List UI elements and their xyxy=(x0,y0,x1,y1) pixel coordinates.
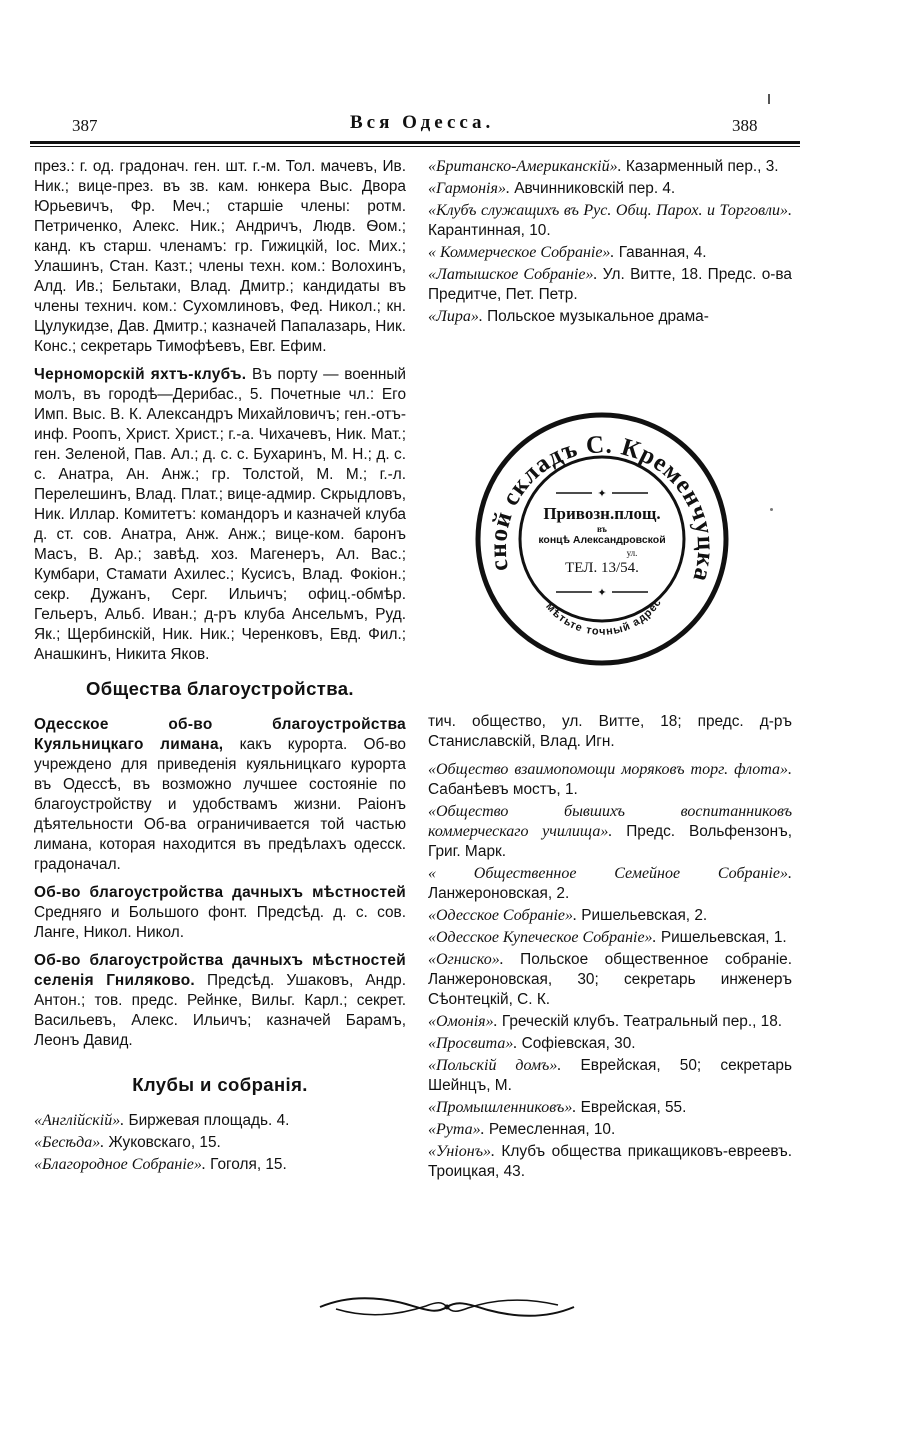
club-text: Карантинная, 10. xyxy=(428,222,551,239)
header-rule-thick xyxy=(30,141,800,144)
club-text: Ланжероновская, 2. xyxy=(428,885,570,902)
flourish-ornament xyxy=(316,1292,578,1322)
svg-text:✦: ✦ xyxy=(597,586,607,599)
yacht-club-entry xyxy=(34,365,406,665)
section-heading-societies: Общества благоустройства. xyxy=(86,678,354,699)
right-column-bottom xyxy=(428,712,792,1184)
club-name: «Огниско». xyxy=(428,951,504,968)
club-entry xyxy=(428,1098,792,1118)
scan-mark xyxy=(768,94,770,104)
club-name: «Общество взаимопомощи моряковъ торг. флота». xyxy=(428,761,792,778)
left-column xyxy=(34,157,406,1177)
club-text: Ремесленная, 10. xyxy=(484,1121,616,1138)
club-entry xyxy=(428,1142,792,1182)
stamp-line-1: Привозн.площ. xyxy=(543,504,661,523)
club-text: Казарменный пер., 3. xyxy=(621,158,779,175)
yacht-club-name: Черноморскій яхтъ-клубъ. xyxy=(34,366,247,383)
club-name: «Латышское Собраніе». xyxy=(428,266,598,283)
club-entry xyxy=(428,179,792,199)
club-name: «Лира». xyxy=(428,308,483,325)
club-name: «Бесѣда». xyxy=(34,1134,105,1151)
club-text: Клубъ общества прикащиковъ-евреевъ. Троицкая, 43. xyxy=(428,1143,792,1180)
club-entry xyxy=(428,265,792,305)
club-text: Ул. Витте, 18. Предс. о-ва Предитче, Пет. Петр. xyxy=(428,266,792,303)
club-entry xyxy=(34,1111,406,1131)
club-name: «Англійскій». xyxy=(34,1112,125,1129)
club-name: «Уніонъ». xyxy=(428,1143,495,1160)
club-text: Греческій клубъ. Театральный пер., 18. xyxy=(497,1013,783,1030)
club-name: «Британско-Американскій». xyxy=(428,158,622,175)
society-name: Об-во благоустройства дачныхъ мѣстностей xyxy=(34,884,406,901)
club-entry xyxy=(428,307,792,327)
club-entry xyxy=(34,1155,406,1175)
svg-text:✦: ✦ xyxy=(597,487,607,500)
society-text: Предсѣд. Ушаковъ, Андр. Антон.; тов. предс. Рейнке, Вильг. Карл.; секрет. Васильевъ, Алекс. Ильичъ; казначей Барамъ, Леонъ Давид. xyxy=(34,972,406,1049)
society-entry xyxy=(34,883,406,943)
club-entry xyxy=(428,928,792,948)
club-entry xyxy=(428,864,792,904)
stamp-ring-text: сной складъ С. Кременчуцка xyxy=(484,431,720,586)
club-text: Предс. Вольфензонъ, Григ. Марк. xyxy=(428,823,792,860)
club-name: «Рута». xyxy=(428,1121,485,1138)
club-entry xyxy=(428,157,792,177)
club-entry xyxy=(428,906,792,926)
yacht-club-text: Въ порту — военный молъ, въ городѣ—Дерибас., 5. Почетные чл.: Его Имп. Выс. В. К. Александръ Михайловичъ; ген.-отъ-инф. Роопъ, Христ. Христ.; г.-а. Чихачевъ, Ник. Мат.; ген. Зеленой, Пав. Ал.; д. с. с. Бухаринъ, М. Н.; д. с. с. Анатра, Ан. Анж.; гр. Толстой, М. М.; г.-л. Перелешинъ, Влад. Плат.; вице-адмир. Скрыдловъ, Ник. Иллар. Комитетъ: командоръ и казначей клуба д. ст. сов. Анатра, Анж. Анж.; вице-ком. баронъ Масъ, В. Ар.; завѣд. хоз. Магенеръ, Ал. Вас.; Кумбари, Стамати Ахилес.; Кусисъ, Влад. Фокіон.; секр. Дужанъ, Серг. Ильичъ; офиц.-обмѣр. Гельеръ, Альб. Иван.; д-ръ клуба Ансельмъ, Руд. Як.; Щербинскій, Ник. Ник.; Черенковъ, Евд. Фил.; Анашкинъ, Никита Яков. xyxy=(34,366,406,663)
club-name: « Общественное Семейное Собраніе». xyxy=(428,865,792,882)
club-text: Еврейская, 55. xyxy=(576,1099,687,1116)
section-heading-clubs: Клубы и собранія. xyxy=(132,1074,308,1095)
club-name: «Клубъ служащихъ въ Рус. Общ. Парох. и Торговли». xyxy=(428,202,792,219)
stamp-line-4: ул. xyxy=(626,548,638,558)
right-column-top xyxy=(428,157,792,329)
club-text: Гоголя, 15. xyxy=(205,1156,287,1173)
club-name: « Коммерческое Собраніе». xyxy=(428,244,615,261)
club-text: Гаванная, 4. xyxy=(614,244,707,261)
club-entry xyxy=(428,1034,792,1054)
page-number-left: 387 xyxy=(72,116,98,135)
club-entry-continued: тич. общество, ул. Витте, 18; предс. д-ръ Станиславскій, Влад. Игн. xyxy=(428,713,792,750)
club-text: Ришельевская, 2. xyxy=(577,907,708,924)
club-entry xyxy=(428,950,792,1010)
stamp-bottom-text: мѣтьте точный адрес xyxy=(543,596,665,638)
club-entry xyxy=(428,1056,792,1096)
scan-mark xyxy=(770,508,773,511)
club-name: «Гармонія». xyxy=(428,180,510,197)
club-entry xyxy=(428,802,792,862)
club-text: Еврейская, 50; секретарь Шейнцъ, М. xyxy=(428,1057,792,1094)
club-name: «Одесское Купеческое Собраніе». xyxy=(428,929,657,946)
club-name: «Общество бывшихъ воспитанниковъ коммерческаго училища». xyxy=(428,803,792,840)
advert-stamp xyxy=(474,408,730,670)
society-text: какъ курорта. Об-во учреждено для приведенія куяльницкаго курорта въ Одессѣ, въ возможно лучшее состояніе по благоустройству и удобствамъ жизни. Раіонъ дѣятельности Об-ва ограничивается той частью лимана, которая находится въ предѣлахъ одесск. градоначал. xyxy=(34,736,406,873)
club-text: Ришельевская, 1. xyxy=(656,929,787,946)
page-number-right: 388 xyxy=(732,116,758,135)
stamp-phone: ТЕЛ. 13/54. xyxy=(565,560,639,576)
club-name: «Польскій домъ». xyxy=(428,1057,562,1074)
club-name: «Просвита». xyxy=(428,1035,518,1052)
club-text: Авчинниковскій пер. 4. xyxy=(509,180,676,197)
club-name: «Промышленниковъ». xyxy=(428,1099,577,1116)
header-rule-thin xyxy=(30,146,800,147)
society-entry xyxy=(34,715,406,875)
society-name: Об-во благоустройства дачныхъ мѣстностей селенія Гниляково. xyxy=(34,952,406,989)
club-name: «Омонія». xyxy=(428,1013,498,1030)
club-name: «Одесское Собраніе». xyxy=(428,907,578,924)
club-name: «Благородное Собраніе». xyxy=(34,1156,206,1173)
running-header xyxy=(30,112,800,138)
club-entry xyxy=(428,760,792,800)
stamp-line-3: концѣ Александровской xyxy=(538,534,666,546)
club-text: Биржевая площадь. 4. xyxy=(124,1112,290,1129)
club-entry xyxy=(428,1120,792,1140)
society-name: Одесское об-во благоустройства Куяльницкаго лимана, xyxy=(34,716,406,753)
club-entry xyxy=(34,1133,406,1153)
club-text: Польское музыкальное драма- xyxy=(482,308,709,325)
club-text: Софіевская, 30. xyxy=(517,1035,636,1052)
club-text: Жуковскаго, 15. xyxy=(104,1134,221,1151)
club-entry xyxy=(428,201,792,241)
stamp-line-2: въ xyxy=(597,524,607,534)
society-text: Средняго и Большого фонт. Предсѣд. д. с. сов. Ланге, Никол. Никол. xyxy=(34,904,406,941)
club-text: Польское общественное собраніе. Ланжероновская, 30; секретарь инженеръ Сѣонтецкій, С. К. xyxy=(428,951,792,1008)
club-entry xyxy=(428,1012,792,1032)
running-title: Вся Одесса. xyxy=(350,112,495,133)
club-entry xyxy=(428,243,792,263)
committee-paragraph: през.: г. од. градонач. ген. шт. г.-м. Тол. мачевъ, Ив. Ник.; вице-през. въ зв. кам. юнкера Выс. Двора Юрьевичъ, Фр. Меч.; старшіе члены: ротм. Петриченко, Алекс. Ник.; Андричъ, Людв. Ѳом.; канд. къ старш. членамъ: гр. Гижицкій, Іос. Мих.; Улашинъ, Стан. Казт.; члены техн. ком.: Волохинъ, Алд. Ив.; Бельтаки, Влад. Дмитр.; кандидаты въ члены технич. ком.: Сухомлиновъ, Фед. Никол.; кн. Цулукидзе, Дав. Дмитр.; казначей Папалазарь, Ник. Конс.; секретарь Тимофѣевъ, Евг. Ефим. xyxy=(34,158,406,355)
club-text: Сабанѣевъ мостъ, 1. xyxy=(428,781,578,798)
society-entry xyxy=(34,951,406,1051)
